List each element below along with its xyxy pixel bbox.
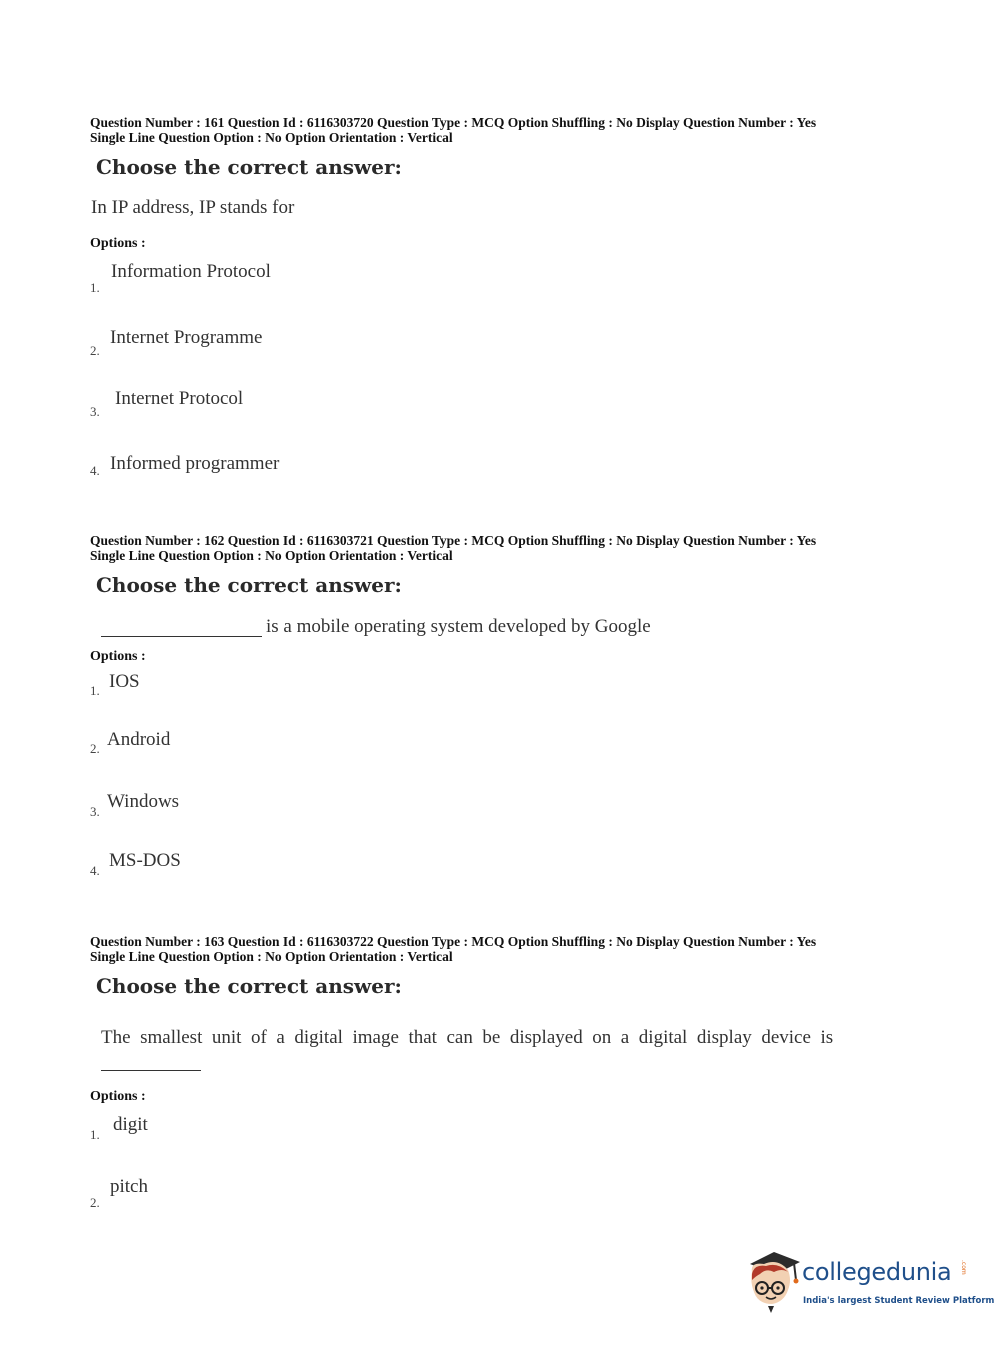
option-text: Internet Programme xyxy=(110,327,263,348)
option-number: 4. xyxy=(90,463,100,478)
option-number: 3. xyxy=(90,404,100,419)
option-text: pitch xyxy=(110,1176,148,1197)
question-text: The smallest unit of a digital image that can be displayed on a digital display device is xyxy=(101,1027,834,1048)
option-number: 1. xyxy=(90,280,100,295)
question-162-meta xyxy=(90,533,950,563)
options-label: Options : xyxy=(90,1089,146,1104)
meta-line: Single Line Question Option : No Option Orientation : Vertical xyxy=(90,548,453,563)
meta-line: Single Line Question Option : No Option Orientation : Vertical xyxy=(90,130,453,145)
option-text: Informed programmer xyxy=(110,453,280,474)
option-text: IOS xyxy=(109,671,140,692)
question-text: In IP address, IP stands for xyxy=(91,197,295,218)
question-heading: Choose the correct answer: xyxy=(96,974,402,998)
meta-line: Question Number : 162 Question Id : 6116303721 Question Type : MCQ Option Shuffling : No Display Question Number : Yes xyxy=(90,533,817,548)
answer-blank xyxy=(101,636,262,637)
brand-name: collegedunia xyxy=(802,1258,952,1286)
question-163-meta xyxy=(90,934,950,964)
option-number: 3. xyxy=(90,804,100,819)
option-text: Information Protocol xyxy=(111,261,271,282)
meta-line: Question Number : 161 Question Id : 6116303720 Question Type : MCQ Option Shuffling : No Display Question Number : Yes xyxy=(90,115,817,130)
question-text: is a mobile operating system developed by Google xyxy=(266,616,651,637)
question-heading: Choose the correct answer: xyxy=(96,573,402,597)
brand-suffix: .com xyxy=(960,1260,967,1275)
option-text: MS-DOS xyxy=(109,850,181,871)
option-number: 2. xyxy=(90,741,100,756)
option-text: Windows xyxy=(107,791,180,812)
question-161-meta xyxy=(90,115,950,145)
option-text: Android xyxy=(107,729,171,750)
answer-blank xyxy=(101,1070,201,1071)
option-number: 2. xyxy=(90,1195,100,1210)
option-number: 4. xyxy=(90,863,100,878)
collegedunia-logo xyxy=(744,1250,995,1316)
option-text: Internet Protocol xyxy=(115,388,244,409)
options-label: Options : xyxy=(90,649,146,664)
meta-line: Question Number : 163 Question Id : 6116303722 Question Type : MCQ Option Shuffling : No Display Question Number : Yes xyxy=(90,934,817,949)
meta-line: Single Line Question Option : No Option Orientation : Vertical xyxy=(90,949,453,964)
option-number: 1. xyxy=(90,683,100,698)
mascot-icon xyxy=(744,1250,802,1314)
option-text: digit xyxy=(113,1114,148,1135)
question-heading: Choose the correct answer: xyxy=(96,155,402,179)
option-number: 1. xyxy=(90,1127,100,1142)
brand-tagline: India's largest Student Review Platform xyxy=(803,1296,995,1306)
option-number: 2. xyxy=(90,343,100,358)
options-label: Options : xyxy=(90,236,146,251)
